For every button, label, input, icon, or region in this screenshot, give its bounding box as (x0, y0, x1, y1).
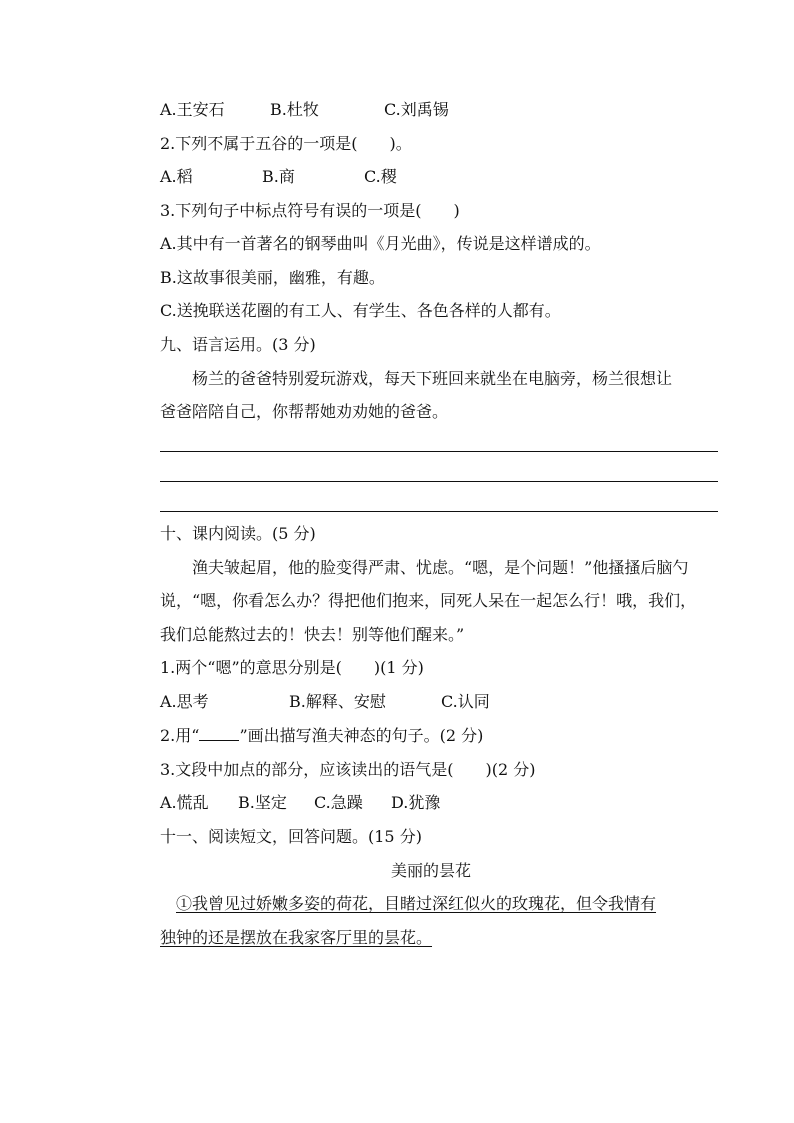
answer-line-2[interactable] (160, 481, 718, 482)
section10-q2-prefix: 2.用“ (160, 726, 200, 745)
section10-passage-line2: 说，“嗯，你看怎么办？得把他们抱来，同死人呆在一起怎么行！哦，我们， (160, 591, 697, 610)
section11-heading: 十一、阅读短文，回答问题。(15 分) (160, 827, 422, 846)
q2-stem: 2.下列不属于五谷的一项是( )。 (160, 134, 412, 153)
underline-sample (199, 726, 239, 741)
answer-line-3[interactable] (160, 511, 718, 512)
section10-heading: 十、课内阅读。(5 分) (160, 524, 316, 543)
section10-q1-option-c: C.认同 (441, 692, 490, 711)
q2-option-b: B.商 (262, 167, 295, 186)
section10-q3-option-c: C.急躁 (314, 793, 363, 812)
section10-q1-option-b: B.解释、安慰 (289, 692, 386, 711)
answer-line-1[interactable] (160, 451, 718, 452)
section10-q3-stem: 3.文段中加点的部分，应该读出的语气是( )(2 分) (160, 760, 536, 779)
q3-option-a: A.其中有一首著名的钢琴曲叫《月光曲》，传说是这样谱成的。 (160, 234, 601, 253)
section11-paragraph1-line1: ①我曾见过娇嫩多姿的荷花，目睹过深红似火的玫瑰花，但令我情有 (176, 894, 657, 913)
section9-paragraph-line1: 杨兰的爸爸特别爱玩游戏，每天下班回来就坐在电脑旁，杨兰很想让 (192, 369, 673, 388)
section11-title: 美丽的昙花 (391, 861, 472, 880)
q3-option-b: B.这故事很美丽，幽雅，有趣。 (160, 268, 385, 287)
q1-option-a: A.王安石 (160, 100, 225, 119)
section10-passage-line3: 我们总能熬过去的！快去！别等他们醒来。” (160, 625, 465, 644)
section10-q2-suffix: ”画出描写渔夫神态的句子。(2 分) (239, 726, 484, 745)
q3-option-c: C.送挽联送花圈的有工人、有学生、各色各样的人都有。 (160, 301, 561, 320)
section10-q3-option-a: A.慌乱 (160, 793, 209, 812)
section11-paragraph1-line2: 独钟的还是摆放在我家客厅里的昙花。 (160, 928, 433, 947)
section10-q3-option-b: B.坚定 (238, 793, 287, 812)
section10-q1-option-a: A.思考 (160, 692, 209, 711)
section10-q1-stem: 1.两个“嗯”的意思分别是( )(1 分) (160, 658, 424, 677)
section10-passage-line1: 渔夫皱起眉，他的脸变得严肃、忧虑。“嗯，是个问题！”他搔搔后脑勺 (192, 558, 689, 577)
q2-option-a: A.稻 (160, 167, 193, 186)
section9-heading: 九、语言运用。(3 分) (160, 335, 316, 354)
q3-stem: 3.下列句子中标点符号有误的一项是( ) (160, 201, 460, 220)
q1-option-c: C.刘禹锡 (384, 100, 449, 119)
q1-option-b: B.杜牧 (270, 100, 319, 119)
q2-option-c: C.稷 (364, 167, 397, 186)
section9-paragraph-line2: 爸爸陪陪自己，你帮帮她劝劝她的爸爸。 (160, 402, 449, 421)
section10-q2 (160, 726, 483, 746)
section10-q3-option-d: D.犹豫 (391, 793, 441, 812)
